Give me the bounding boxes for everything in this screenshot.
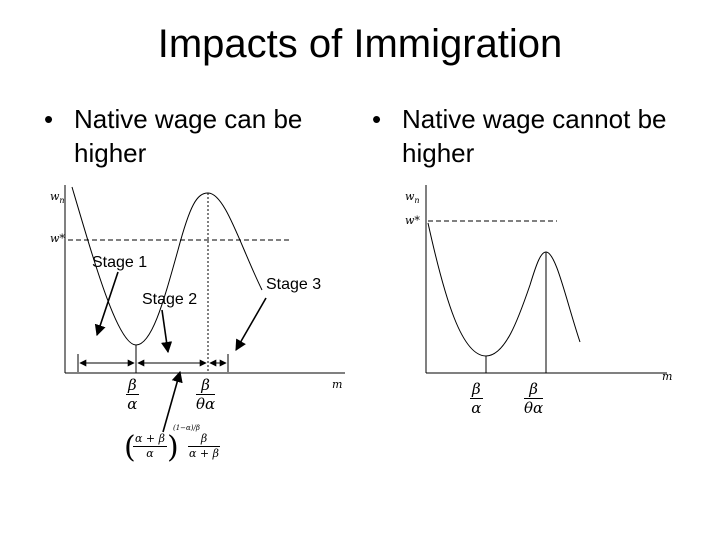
frac-denominator: θα	[524, 399, 544, 417]
frac-numerator: β	[196, 376, 215, 395]
left-wstar-label: w*	[50, 232, 65, 245]
left-tick-beta-over-alpha	[126, 376, 139, 413]
frac-numerator: β	[472, 380, 481, 398]
expr-numerator: α + β	[135, 432, 165, 445]
stage1-pointer-arrow	[97, 272, 118, 335]
left-x-axis-label: m	[332, 378, 343, 391]
threshold-pointer-arrow	[163, 372, 180, 432]
stage2-label: Stage 2	[142, 291, 198, 308]
right-tick-beta-over-alpha	[470, 380, 483, 417]
bullet-left-text: Native wage can be higher	[74, 104, 303, 168]
expr-exponent: (1−α)/β	[173, 424, 200, 432]
frac-denominator: θα	[196, 395, 216, 413]
close-paren: )	[167, 430, 179, 465]
left-tick-beta-over-theta-alpha	[196, 376, 215, 413]
frac-denominator: α	[127, 395, 138, 413]
right-wstar-label: w*	[405, 214, 420, 227]
frac-numerator: β	[128, 376, 137, 394]
expr-denominator: α	[146, 447, 154, 460]
expr-fraction	[133, 432, 167, 461]
left-y-axis-label-text: $w_n$	[50, 190, 65, 206]
stage1-label: Stage 1	[92, 254, 148, 271]
slide-title: Impacts of Immigration	[157, 22, 563, 66]
expr-numerator: β	[188, 432, 220, 447]
right-tick-beta-over-theta-alpha	[524, 380, 543, 417]
open-paren: (	[124, 430, 136, 465]
right-wage-curve	[428, 223, 580, 356]
stage3-pointer-arrow	[236, 298, 266, 350]
stage2-pointer-arrow	[162, 310, 168, 352]
right-graph	[426, 185, 667, 373]
bullet-right-text: Native wage cannot be higher	[402, 104, 667, 168]
expr-denominator: α + β	[189, 447, 219, 460]
left-y-axis-label	[50, 190, 65, 205]
frac-numerator: β	[524, 380, 543, 399]
threshold-expression-right	[188, 432, 220, 461]
frac-denominator: α	[471, 399, 482, 417]
stage3-label: Stage 3	[266, 276, 322, 293]
bullet-marker: •	[372, 104, 382, 134]
right-y-axis-label: $w_n$	[405, 190, 420, 206]
bullet-marker: •	[44, 104, 54, 134]
right-x-axis-label: m	[662, 370, 673, 383]
